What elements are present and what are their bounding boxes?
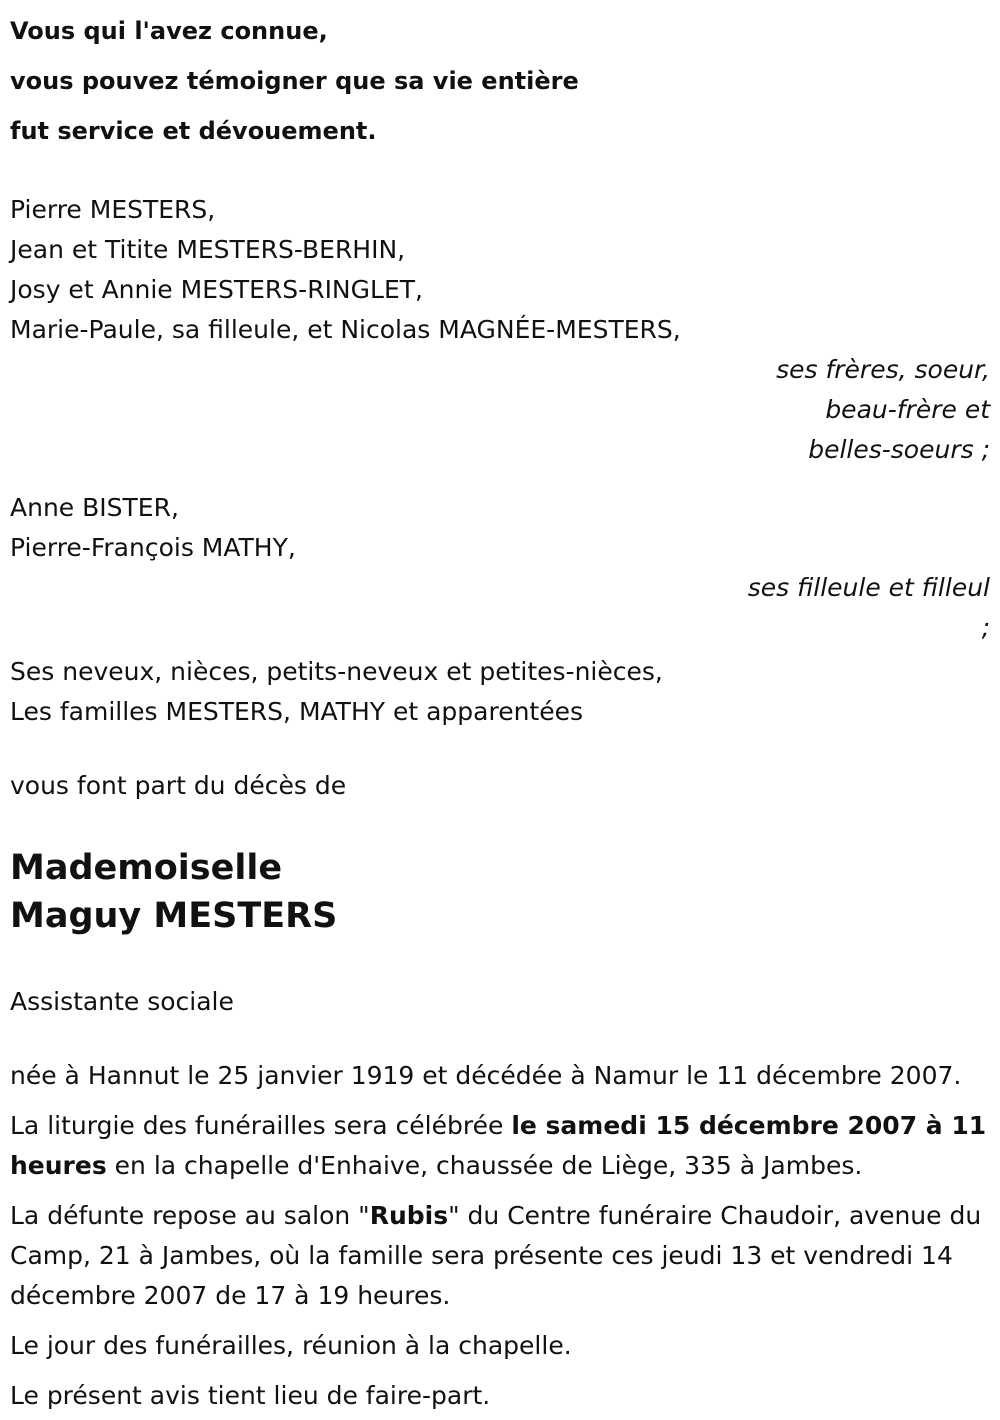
family-name: Jean et Titite MESTERS-BERHIN, xyxy=(10,235,406,264)
family-group-relatives xyxy=(10,652,990,732)
salon-name: Rubis xyxy=(369,1201,449,1230)
deceased-name: Maguy MESTERS xyxy=(10,896,338,936)
birth-death: née à Hannut le 25 janvier 1919 et décédée à Namur le 11 décembre 2007. xyxy=(10,1061,962,1090)
deceased-profession: Assistante sociale xyxy=(10,987,234,1016)
relation-label: ; xyxy=(981,613,990,642)
family-name: Pierre MESTERS, xyxy=(10,195,216,224)
relation-label: ses filleule et filleul xyxy=(747,573,990,602)
announcement: vous font part du décès de xyxy=(10,771,347,800)
family-group-godchildren xyxy=(10,488,990,648)
relation-label: ses frères, soeur, xyxy=(776,355,990,384)
liturgy-info xyxy=(10,1106,990,1186)
liturgy-date: le samedi 15 décembre 2007 à 11 heures xyxy=(10,1111,987,1180)
reunion-info: Le jour des funérailles, réunion à la chapelle. xyxy=(10,1331,572,1360)
deceased-title: Mademoiselle xyxy=(10,848,283,888)
epitaph-line: fut service et dévouement. xyxy=(10,117,377,145)
family-name: Pierre-François MATHY, xyxy=(10,533,296,562)
liturgy-location: en la chapelle d'Enhaive, chaussée de Liège, 335 à Jambes. xyxy=(106,1151,863,1180)
epitaph-line: Vous qui l'avez connue, xyxy=(10,17,328,45)
repose-text: La défunte repose au salon " xyxy=(10,1201,370,1230)
family-name: Marie-Paule, sa filleule, et Nicolas MAGNÉE-MESTERS, xyxy=(10,315,681,344)
family-name: Ses neveux, nièces, petits-neveux et petites-nièces, xyxy=(10,657,663,686)
relation-label: beau-frère et xyxy=(825,395,990,424)
notice-info: Le présent avis tient lieu de faire-part. xyxy=(10,1381,491,1410)
family-name: Josy et Annie MESTERS-RINGLET, xyxy=(10,275,423,304)
liturgy-text: La liturgie des funérailles sera célébrée xyxy=(10,1111,512,1140)
family-name: Les familles MESTERS, MATHY et apparentées xyxy=(10,697,584,726)
family-group-siblings xyxy=(10,190,990,470)
relation-label: belles-soeurs ; xyxy=(808,435,990,464)
epitaph-line: vous pouvez témoigner que sa vie entière xyxy=(10,67,579,95)
repose-location: " du Centre funéraire Chaudoir, avenue du Camp, 21 à Jambes, où la famille sera présente ces jeudi 13 et vendredi 14 décembre 2007 de 17 à 19 heures. xyxy=(10,1201,982,1310)
epitaph xyxy=(10,6,990,156)
repose-info xyxy=(10,1196,990,1316)
family-name: Anne BISTER, xyxy=(10,493,179,522)
